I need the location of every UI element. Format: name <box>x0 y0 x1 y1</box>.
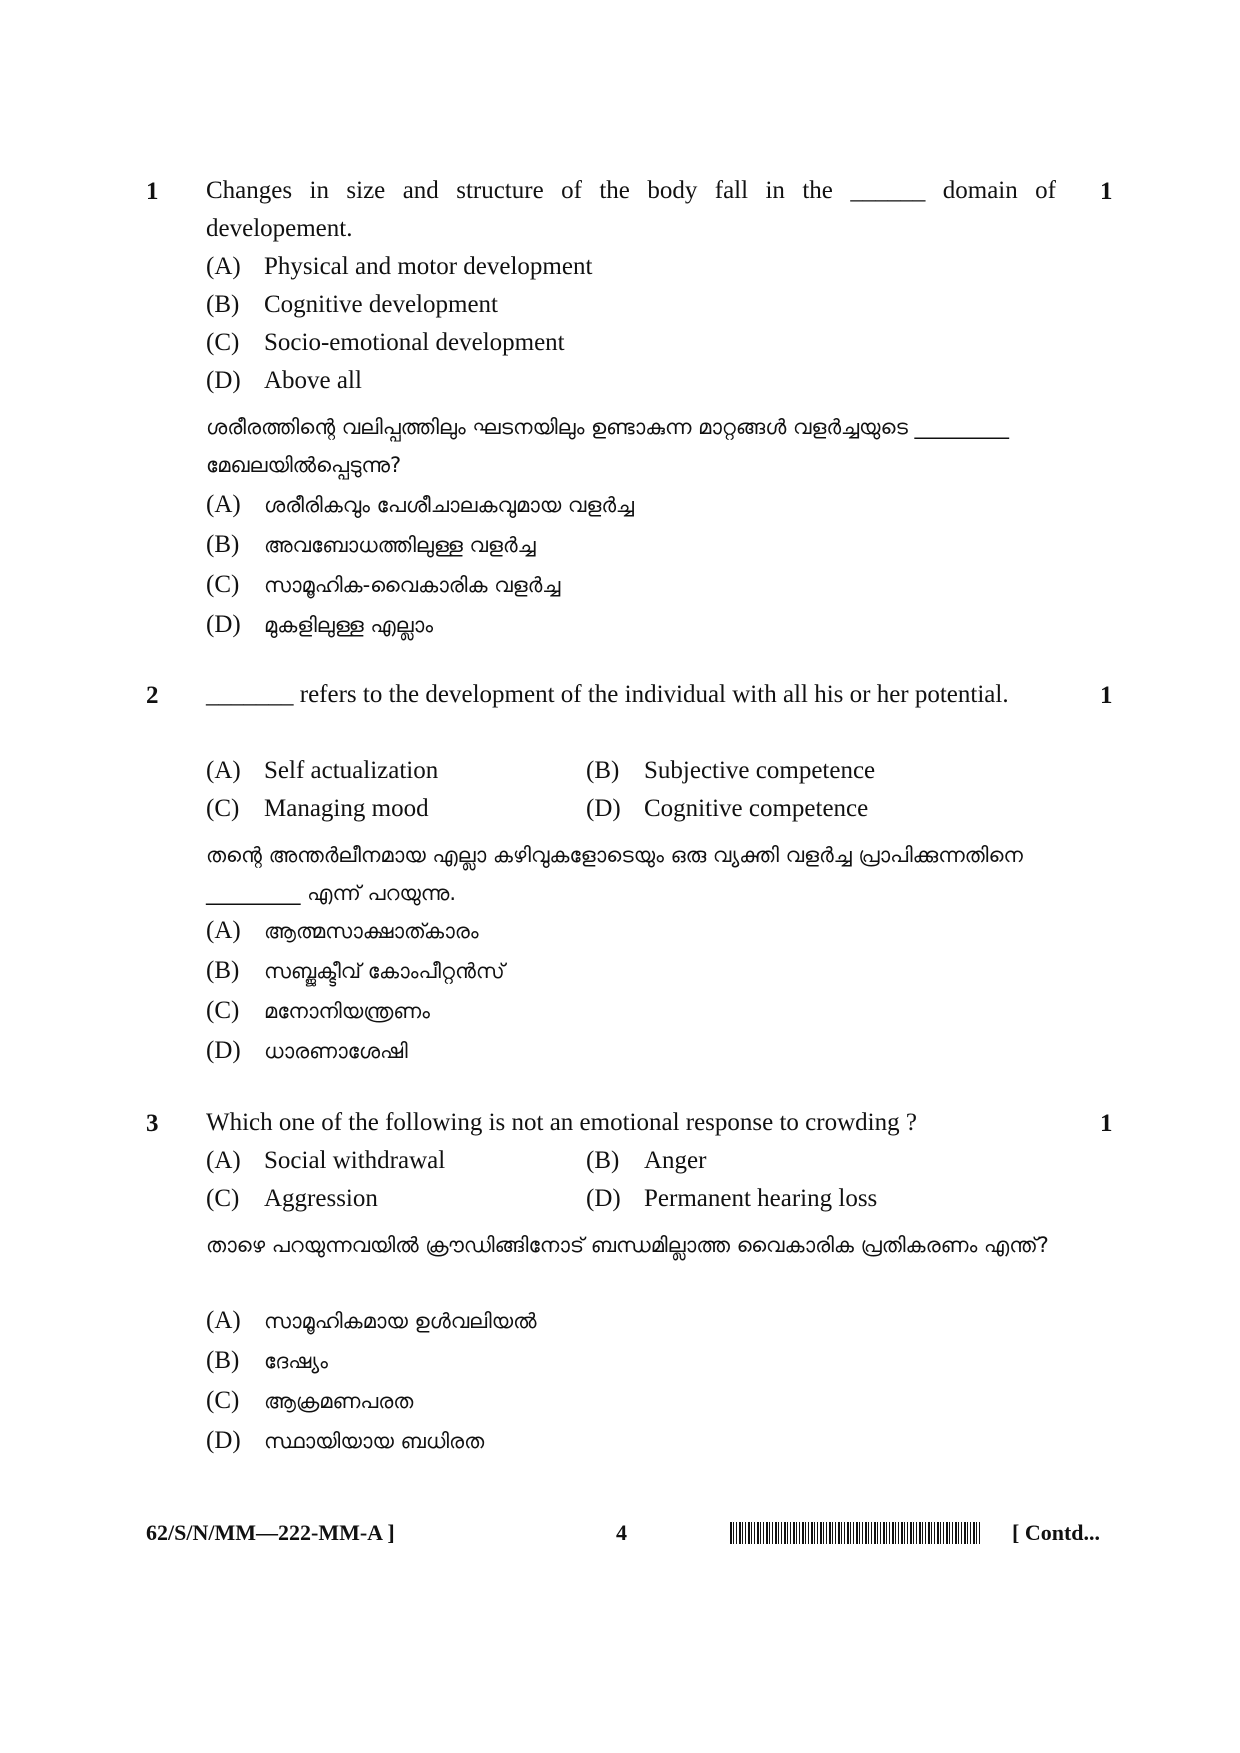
option-en-c: (C) Aggression <box>206 1185 378 1212</box>
option-ml-b: (B) ദേഷ്യം <box>206 1347 328 1374</box>
option-ml-c: (C) ആക്രമണപരത <box>206 1387 414 1414</box>
option-en-a: (A) Self actualization <box>206 757 439 784</box>
question-stem-malayalam: താഴെ പറയുന്നവയിൽ ക്രൗഡിങ്ങിനോട് ബന്ധമില്ലാത്ത വൈകാരിക പ്രതികരണം എന്ത്? <box>206 1233 1049 1257</box>
question-stem-english: _______ refers to the development of the individual with all his or her potential. <box>206 681 1009 708</box>
option-ml-d: (D) സ്ഥായിയായ ബധിരത <box>206 1427 485 1454</box>
question-stem-malayalam: ശരീരത്തിന്റെ വലിപ്പത്തിലും ഘടനയിലും ഉണ്ടാകുന്ന മാറ്റങ്ങൾ വളർച്ചയുടെ _________ മേഖലയിൽപ്പെടുന്നു? <box>206 415 1010 477</box>
question-stem-english: Changes in size and structure of the body fall in the ______ domain of developement. <box>206 177 1056 242</box>
option-en-d: (D) Permanent hearing loss <box>586 1185 878 1212</box>
option-ml-b: (B) അവബോധത്തിലുള്ള വളർച്ച <box>206 531 536 558</box>
option-en-b: (B) Subjective competence <box>586 757 876 784</box>
option-ml-d: (D) മുകളിലുള്ള എല്ലാം <box>206 611 434 638</box>
paper-code: 62/S/N/MM—222-MM-A ] <box>146 1520 395 1545</box>
question-stem-english: Which one of the following is not an emotional response to crowding ? <box>206 1109 917 1136</box>
question-marks: 1 <box>1100 178 1113 205</box>
option-ml-a: (A) ശരീരികവും പേശീചാലകവുമായ വളർച്ച <box>206 491 634 518</box>
question-number: 2 <box>146 682 159 709</box>
barcode-icon <box>730 1522 982 1544</box>
option-en-d: (D) Cognitive competence <box>586 795 869 822</box>
option-ml-a: (A) ആത്മസാക്ഷാത്കാരം <box>206 917 479 944</box>
question-number: 3 <box>146 1110 159 1137</box>
option-en-d: (D) Above all <box>206 367 362 394</box>
page-number: 4 <box>616 1520 627 1545</box>
question-stem-malayalam: തന്റെ അന്തർലീനമായ എല്ലാ കഴിവുകളോടെയും ഒരു വ്യക്തി വളർച്ച പ്രാപിക്കുന്നതിനെ _________ എന്ന് പറയുന്നു. <box>206 843 1023 905</box>
continued-label: [ Contd... <box>1012 1520 1101 1545</box>
option-en-a: (A) Social withdrawal <box>206 1147 446 1174</box>
option-en-b: (B) Cognitive development <box>206 291 498 318</box>
option-en-c: (C) Managing mood <box>206 795 429 822</box>
question-marks: 1 <box>1100 682 1113 709</box>
question-number: 1 <box>146 178 159 205</box>
option-ml-a: (A) സാമൂഹികമായ ഉൾവലിയൽ <box>206 1307 537 1334</box>
option-en-a: (A) Physical and motor development <box>206 253 593 280</box>
option-ml-d: (D) ധാരണാശേഷി <box>206 1037 408 1064</box>
option-en-b: (B) Anger <box>586 1147 707 1174</box>
option-ml-c: (C) സാമൂഹിക-വൈകാരിക വളർച്ച <box>206 571 561 598</box>
question-marks: 1 <box>1100 1110 1113 1137</box>
option-ml-c: (C) മനോനിയന്ത്രണം <box>206 997 430 1024</box>
option-ml-b: (B) സബ്ജക്ടീവ് കോംപീറ്റൻസ് <box>206 957 505 984</box>
option-en-c: (C) Socio-emotional development <box>206 329 565 356</box>
